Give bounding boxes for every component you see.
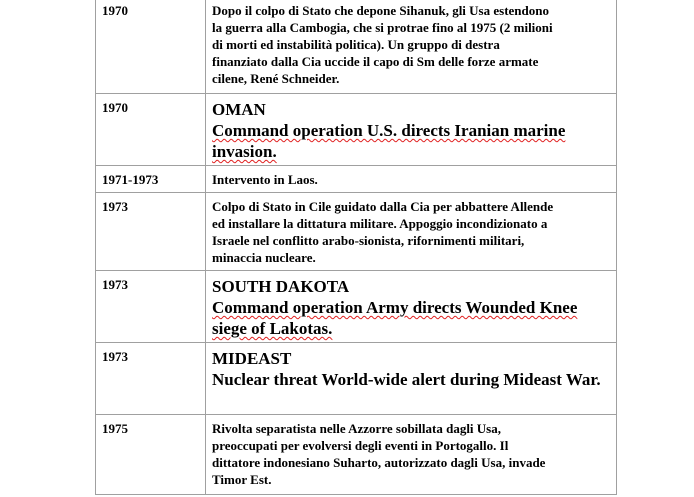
year-cell: 1973 xyxy=(96,193,206,271)
table-row xyxy=(96,271,617,343)
event-text-line: minaccia nucleare. xyxy=(212,250,316,265)
event-cell xyxy=(206,343,617,415)
table-row xyxy=(96,166,617,193)
event-cell xyxy=(206,193,617,271)
year-cell: 1973 xyxy=(96,343,206,415)
table-row xyxy=(96,415,617,495)
event-cell xyxy=(206,271,617,343)
table-row xyxy=(96,0,617,94)
event-cell xyxy=(206,415,617,495)
year-cell: 1973 xyxy=(96,271,206,343)
event-title: SOUTH DAKOTA xyxy=(212,277,350,296)
event-text-line: finanziato dalla Cia uccide il capo di Sm delle forze armate xyxy=(212,54,539,69)
event-text-line: cilene, René Schneider. xyxy=(212,71,340,86)
event-subtitle: Command operation Army directs Wounded Knee siege of Lakotas. xyxy=(212,298,578,338)
event-subtitle: Nuclear threat World-wide alert during Mideast War. xyxy=(212,370,601,389)
event-text-line: Intervento in Laos. xyxy=(212,172,318,187)
event-cell xyxy=(206,166,617,193)
event-text-line: ed installare la dittatura militare. Appoggio incondizionato a xyxy=(212,216,548,231)
event-text-line: di morti ed instabilità politica). Un gruppo di destra xyxy=(212,37,500,52)
table-row xyxy=(96,343,617,415)
event-cell xyxy=(206,94,617,166)
event-text-line: Timor Est. xyxy=(212,472,272,487)
year-cell: 1975 xyxy=(96,415,206,495)
timeline-table xyxy=(95,0,617,495)
event-text-line: la guerra alla Cambogia, che si protrae fino al 1975 (2 milioni xyxy=(212,20,553,35)
event-text-line: Dopo il colpo di Stato che depone Sihanuk, gli Usa estendono xyxy=(212,3,549,18)
year-cell: 1970 xyxy=(96,94,206,166)
event-text-line: Colpo di Stato in Cile guidato dalla Cia per abbattere Allende xyxy=(212,199,554,214)
event-title: OMAN xyxy=(212,100,266,119)
year-cell: 1971-1973 xyxy=(96,166,206,193)
event-text-line: dittatore indonesiano Suharto, autorizzato dagli Usa, invade xyxy=(212,455,546,470)
event-text-line: Israele nel conflitto arabo-sionista, rifornimenti militari, xyxy=(212,233,525,248)
event-text-line: preoccupati per evolversi degli eventi in Portogallo. Il xyxy=(212,438,509,453)
event-title: MIDEAST xyxy=(212,349,292,368)
event-subtitle: Command operation U.S. directs Iranian marine invasion. xyxy=(212,121,566,161)
year-cell: 1970 xyxy=(96,0,206,94)
event-text-line: Rivolta separatista nelle Azzorre sobillata dagli Usa, xyxy=(212,421,501,436)
table-row xyxy=(96,193,617,271)
event-cell xyxy=(206,0,617,94)
table-row xyxy=(96,94,617,166)
